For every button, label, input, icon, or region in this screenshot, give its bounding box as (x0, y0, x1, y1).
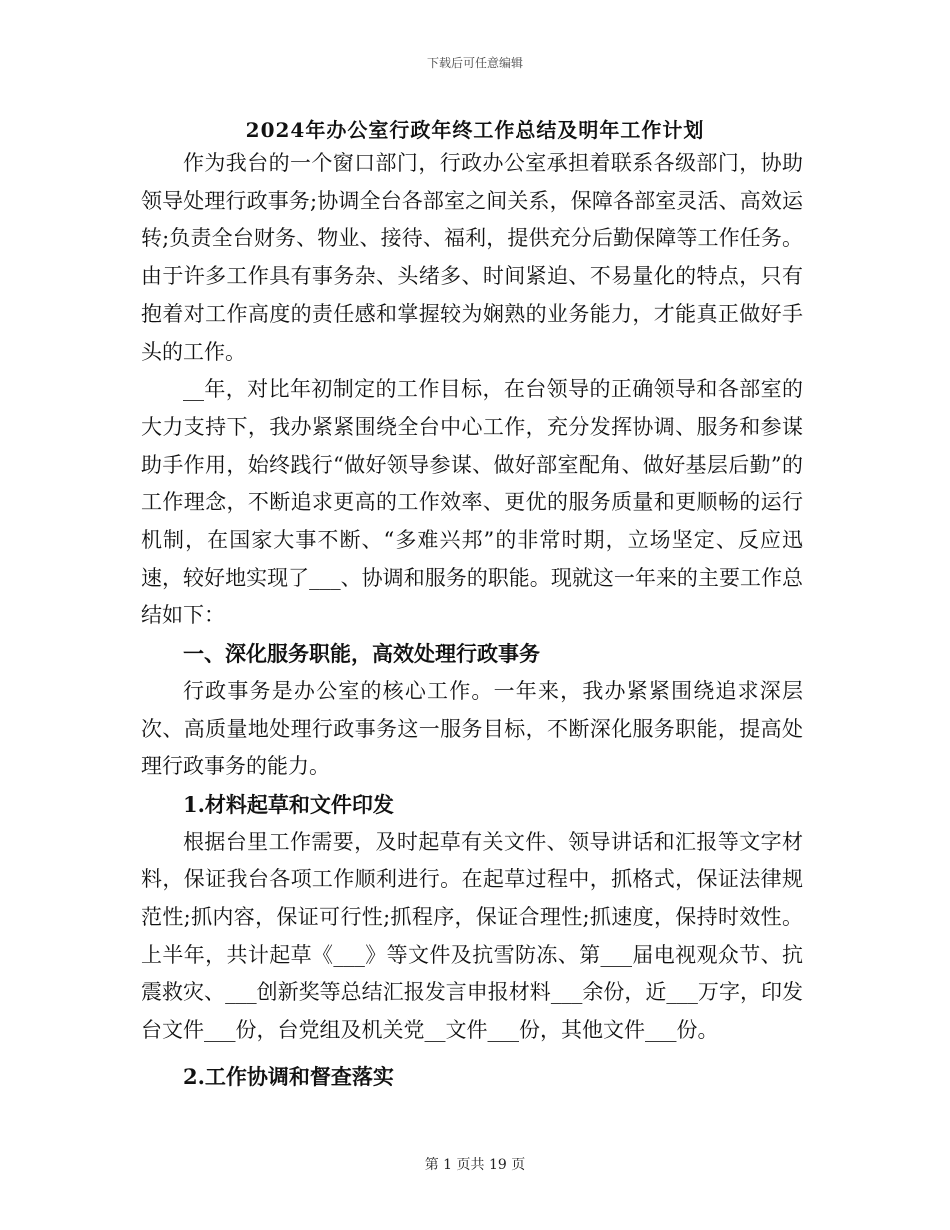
page-footer: 第 1 页共 19 页 (424, 1157, 526, 1173)
subsection-heading-2: 2.工作协调和督查落实 (183, 1063, 394, 1089)
intro-paragraph: 作为我台的一个窗口部门，行政办公室承担着联系各级部门，协助领导处理行政事务;协调全台各部室之间关系，保障各部室灵活、高效运转;负责全台财务、物业、接待、福利，提供充分后勤保障等工作任务。由于许多工作具有事务杂、头绪多、时间紧迫、不易量化的特点，只有抱着对工作高度的责任感和掌握较为娴熟的业务能力，才能真正做好手头的工作。 (141, 151, 803, 364)
document-body (141, 145, 803, 1096)
subsection-1-paragraph: 根据台里工作需要，及时起草有关文件、领导讲话和汇报等文字材料，保证我台各项工作顺利进行。在起草过程中，抓格式，保证法律规范性;抓内容，保证可行性;抓程序，保证合理性;抓速度，保持时效性。上半年，共计起草《___》等文件及抗雪防冻、第___届电视观众节、抗震救灾、___创新奖等总结汇报发言申报材料___余份，近___万字，印发台文件___份，台党组及机关党__文件___份，其他文件___份。 (141, 829, 803, 1043)
document-title: 2024年办公室行政年终工作总结及明年工作计划 (245, 118, 705, 142)
subsection-heading-1: 1.材料起草和文件印发 (183, 791, 394, 817)
header-note: 下载后可任意编辑 (426, 56, 523, 70)
summary-paragraph: __年，对比年初制定的工作目标，在台领导的正确领导和各部室的大力支持下，我办紧紧围绕全台中心工作，充分发挥协调、服务和参谋助手作用，始终践行“做好领导参谋、做好部室配角、做好基层后勤”的工作理念，不断追求更高的工作效率、更优的服务质量和更顺畅的运行机制，在国家大事不断、“多难兴邦”的非常时期，立场坚定、反应迅速，较好地实现了___、协调和服务的职能。现就这一年来的主要工作总结如下： (141, 377, 803, 628)
section-heading-1: 一、深化服务职能，高效处理行政事务 (183, 641, 540, 667)
section-1-paragraph: 行政事务是办公室的核心工作。一年来，我办紧紧围绕追求深层次、高质量地处理行政事务这一服务目标，不断深化服务职能，提高处理行政事务的能力。 (141, 678, 803, 779)
